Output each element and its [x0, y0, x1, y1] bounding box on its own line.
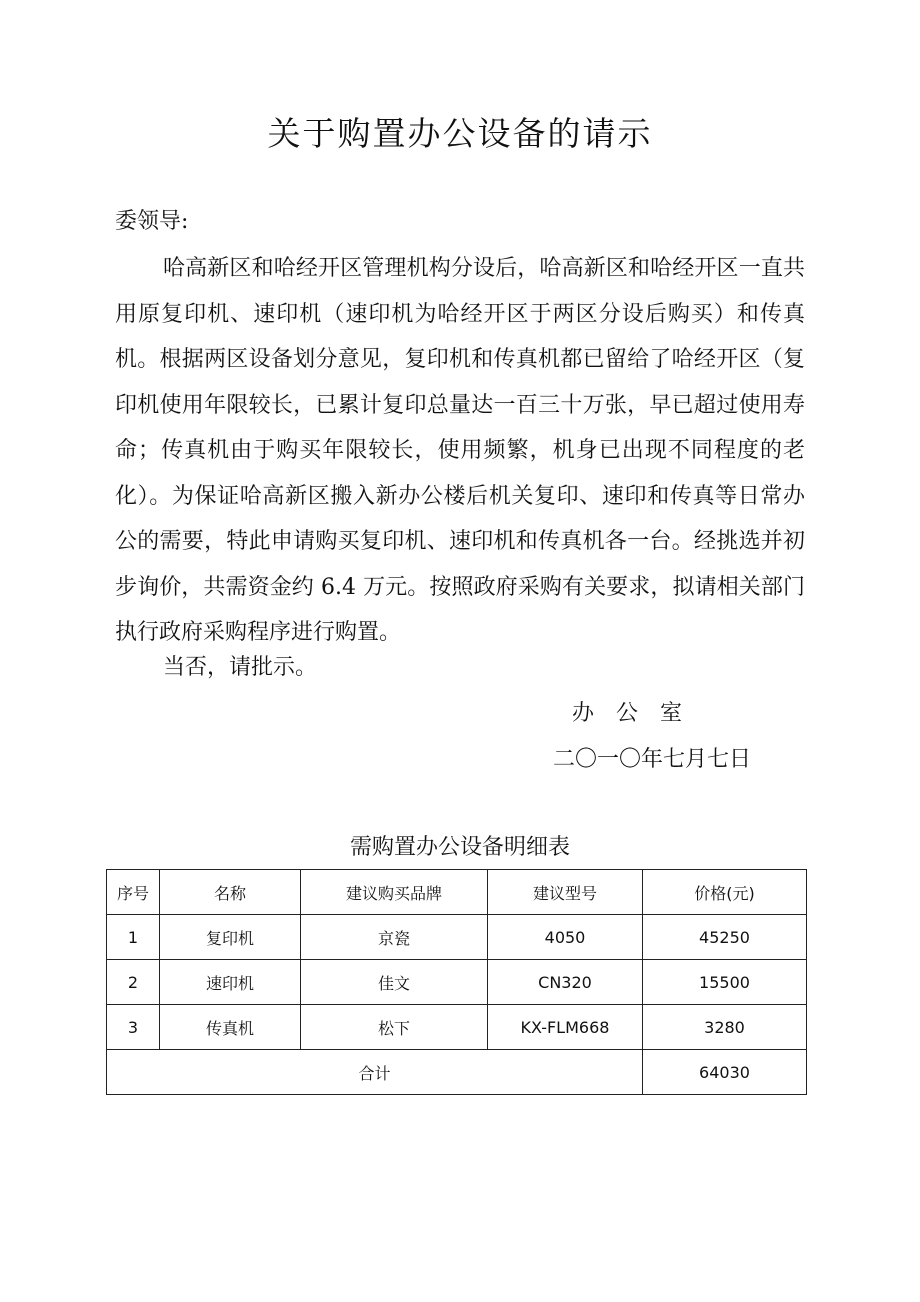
header-price: 价格(元): [643, 870, 807, 915]
header-model: 建议型号: [488, 870, 643, 915]
cell-brand: 佳文: [301, 960, 488, 1005]
cell-brand: 京瓷: [301, 915, 488, 960]
cell-no: 2: [107, 960, 160, 1005]
cell-price: 15500: [643, 960, 807, 1005]
body-paragraph: 哈高新区和哈经开区管理机构分设后，哈高新区和哈经开区一直共用原复印机、速印机（速印机为哈经开区于两区分设后购买）和传真机。根据两区设备划分意见，复印机和传真机都已留给了哈经开区（复印机使用年限较长，已累计复印总量达一百三十万张，早已超过使用寿命；传真机由于购买年限较长，使用频繁，机身已出现不同程度的老化）。为保证哈高新区搬入新办公楼后机关复印、速印和传真等日常办公的需要，特此申请购买复印机、速印机和传真机各一台。经挑选并初步询价，共需资金约 6.4 万元。按照政府采购有关要求，拟请相关部门执行政府采购程序进行购置。: [115, 256, 805, 645]
closing-line: 当否，请批示。: [163, 655, 318, 680]
salutation: 委领导:: [115, 209, 189, 234]
cell-model: KX-FLM668: [488, 1005, 643, 1050]
table-total-row: [107, 1050, 807, 1095]
total-value: 64030: [643, 1050, 807, 1095]
header-name: 名称: [160, 870, 301, 915]
total-label: 合计: [107, 1050, 643, 1095]
cell-model: CN320: [488, 960, 643, 1005]
cell-name: 速印机: [160, 960, 301, 1005]
document-date: 二〇一〇年七月七日: [553, 747, 752, 772]
header-brand: 建议购买品牌: [301, 870, 488, 915]
table-row: [107, 915, 807, 960]
header-no: 序号: [107, 870, 160, 915]
equipment-table: [106, 869, 807, 1095]
cell-no: 3: [107, 1005, 160, 1050]
table-header-row: [107, 870, 807, 915]
sender-office: 办公室: [572, 701, 705, 726]
cell-model: 4050: [488, 915, 643, 960]
table-row: [107, 1005, 807, 1050]
cell-brand: 松下: [301, 1005, 488, 1050]
cell-price: 3280: [643, 1005, 807, 1050]
document-title: 关于购置办公设备的请示: [267, 114, 653, 153]
table-title: 需购置办公设备明细表: [349, 835, 570, 860]
table-row: [107, 960, 807, 1005]
cell-no: 1: [107, 915, 160, 960]
cell-name: 传真机: [160, 1005, 301, 1050]
cell-price: 45250: [643, 915, 807, 960]
cell-name: 复印机: [160, 915, 301, 960]
